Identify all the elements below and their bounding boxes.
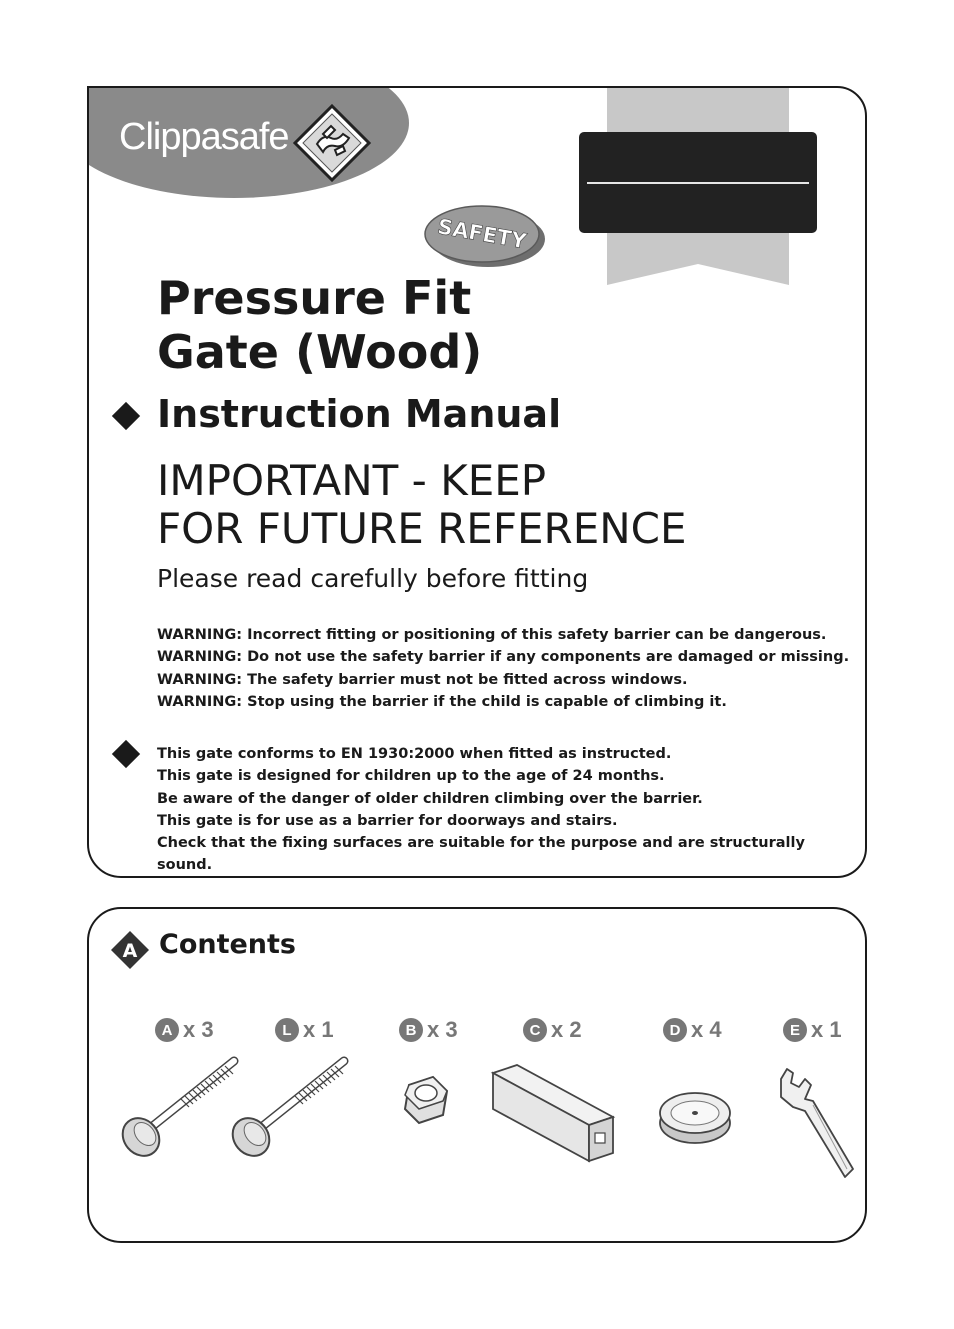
title-line-2: Gate (Wood) xyxy=(157,325,483,379)
warning-item: WARNING: Stop using the barrier if the child is capable of climbing it. xyxy=(157,693,727,710)
title-line-1: Pressure Fit xyxy=(157,271,472,325)
part-quantity: x 4 xyxy=(691,1017,722,1042)
info-item: This gate conforms to EN 1930:2000 when fitted as instructed. xyxy=(157,746,672,762)
cover-panel xyxy=(87,86,867,878)
section-letter: A xyxy=(122,940,138,962)
part-label xyxy=(399,1017,458,1043)
part-quantity: x 1 xyxy=(811,1017,842,1042)
part-quantity: x 3 xyxy=(183,1017,214,1042)
spanner-icon xyxy=(769,1049,864,1189)
contents-panel xyxy=(87,907,867,1243)
important-notice xyxy=(157,457,687,553)
part-quantity: x 2 xyxy=(551,1017,582,1042)
info-item: Check that the fixing surfaces are suitable for the purpose and are structurally sound. xyxy=(157,835,805,874)
contents-heading: Contents xyxy=(159,929,297,960)
part-item xyxy=(489,909,619,1243)
part-item xyxy=(649,909,779,1243)
part-item xyxy=(769,909,867,1243)
safety-badge xyxy=(422,198,548,270)
part-quantity: x 3 xyxy=(427,1017,458,1042)
part-quantity: x 1 xyxy=(303,1017,334,1042)
square-tube-icon xyxy=(489,1049,619,1189)
part-label xyxy=(783,1017,842,1043)
part-label xyxy=(663,1017,722,1043)
part-letter: B xyxy=(399,1018,423,1042)
product-code-label xyxy=(579,132,817,233)
info-item: This gate is designed for children up to the age of 24 months. xyxy=(157,768,665,785)
manual-subtitle: Instruction Manual xyxy=(157,392,562,436)
part-letter: A xyxy=(155,1018,179,1042)
part-label xyxy=(275,1017,334,1043)
safety-badge-text: SAFETY xyxy=(435,214,529,254)
brand-logo: Clippasafe xyxy=(119,116,289,158)
part-letter: C xyxy=(523,1018,547,1042)
page-title xyxy=(157,271,482,379)
info-item: Be aware of the danger of older children climbing over the barrier. xyxy=(157,790,703,807)
long-bolt-icon xyxy=(229,1049,359,1189)
part-item xyxy=(369,909,499,1243)
warning-item: WARNING: Do not use the safety barrier if any components are damaged or missing. xyxy=(157,649,850,666)
part-letter: D xyxy=(663,1018,687,1042)
hex-nut-icon xyxy=(369,1049,499,1189)
read-carefully-note: Please read carefully before fitting xyxy=(157,564,589,593)
warnings-list xyxy=(157,624,849,713)
part-letter: L xyxy=(275,1018,299,1042)
bullet-diamond-icon xyxy=(112,402,140,430)
warning-item: WARNING: Incorrect fitting or positioning of this safety barrier can be dangerous. xyxy=(157,627,827,643)
warning-item: WARNING: The safety barrier must not be fitted across windows. xyxy=(157,671,688,688)
important-line-2: FOR FUTURE REFERENCE xyxy=(157,504,687,553)
round-pad-icon xyxy=(649,1049,779,1189)
hands-logo-icon xyxy=(293,104,371,182)
info-item: This gate is for use as a barrier for doorways and stairs. xyxy=(157,812,618,829)
part-label xyxy=(523,1017,582,1043)
bullet-diamond-icon xyxy=(112,740,140,768)
info-list xyxy=(157,743,865,877)
part-letter: E xyxy=(783,1018,807,1042)
part-label xyxy=(155,1017,214,1043)
part-item xyxy=(229,909,359,1243)
label-divider xyxy=(587,182,809,184)
important-line-1: IMPORTANT - KEEP xyxy=(157,456,547,505)
